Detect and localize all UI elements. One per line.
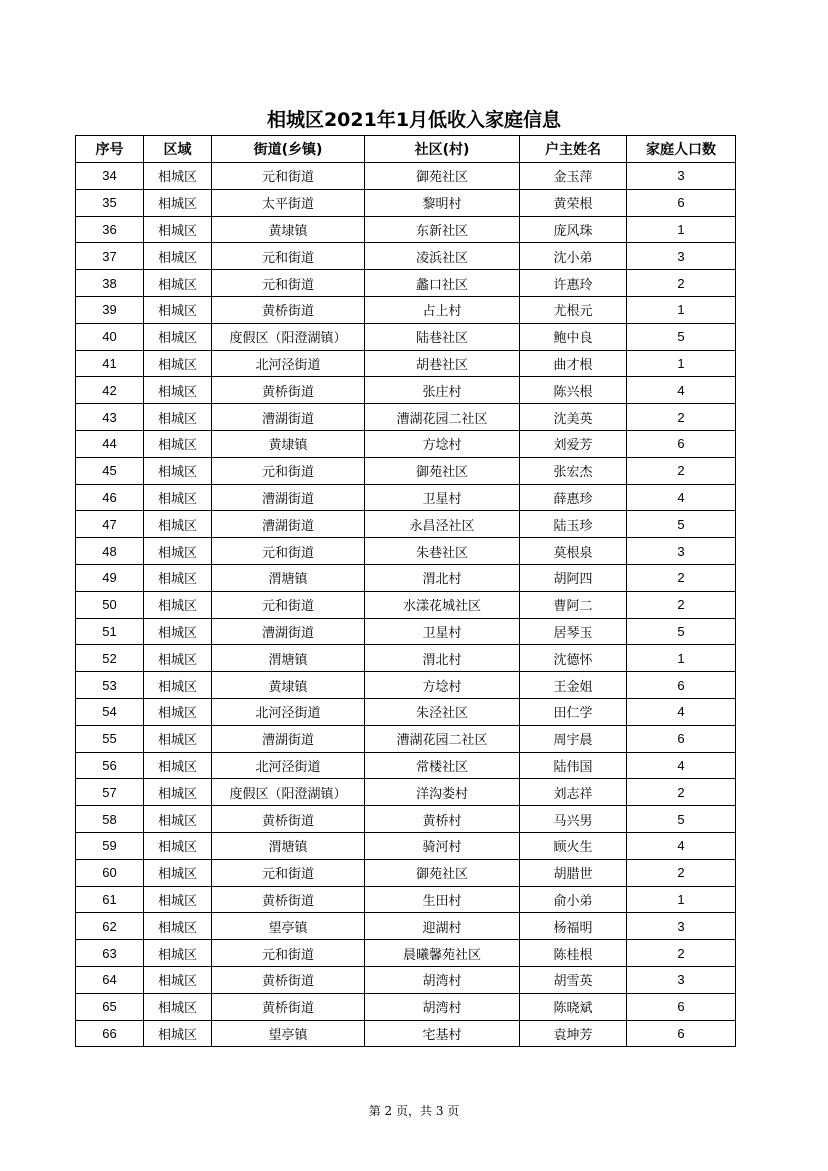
page-title: 相城区2021年1月低收入家庭信息 <box>266 109 562 131</box>
header-community: 社区(村) <box>365 136 520 163</box>
cell-householder: 沈小弟 <box>520 243 627 270</box>
cell-region: 相城区 <box>144 993 212 1020</box>
cell-family-size: 2 <box>627 940 736 967</box>
cell-region: 相城区 <box>144 966 212 993</box>
cell-family-size: 2 <box>627 404 736 431</box>
cell-index: 44 <box>76 430 144 457</box>
cell-family-size: 4 <box>627 377 736 404</box>
cell-street: 渭塘镇 <box>212 832 365 859</box>
table-row <box>76 270 736 297</box>
cell-region: 相城区 <box>144 591 212 618</box>
cell-family-size: 5 <box>627 323 736 350</box>
cell-region: 相城区 <box>144 404 212 431</box>
cell-householder: 马兴男 <box>520 806 627 833</box>
cell-community: 渭北村 <box>365 645 520 672</box>
cell-street: 望亭镇 <box>212 1020 365 1047</box>
table-row <box>76 993 736 1020</box>
cell-family-size: 1 <box>627 886 736 913</box>
cell-street: 元和街道 <box>212 457 365 484</box>
table-row <box>76 752 736 779</box>
cell-index: 60 <box>76 859 144 886</box>
cell-family-size: 2 <box>627 859 736 886</box>
cell-street: 北河泾街道 <box>212 698 365 725</box>
cell-index: 65 <box>76 993 144 1020</box>
cell-index: 66 <box>76 1020 144 1047</box>
cell-region: 相城区 <box>144 457 212 484</box>
table-row <box>76 940 736 967</box>
table-row <box>76 511 736 538</box>
cell-family-size: 3 <box>627 966 736 993</box>
cell-index: 59 <box>76 832 144 859</box>
cell-index: 34 <box>76 163 144 190</box>
household-table <box>75 135 736 1047</box>
header-region: 区域 <box>144 136 212 163</box>
cell-householder: 尤根元 <box>520 296 627 323</box>
cell-index: 37 <box>76 243 144 270</box>
cell-family-size: 6 <box>627 993 736 1020</box>
cell-index: 62 <box>76 913 144 940</box>
page-footer: 第 2 页，共 3 页 <box>368 1104 460 1118</box>
cell-street: 元和街道 <box>212 591 365 618</box>
cell-index: 54 <box>76 698 144 725</box>
cell-street: 度假区（阳澄湖镇） <box>212 323 365 350</box>
table-row <box>76 806 736 833</box>
cell-index: 50 <box>76 591 144 618</box>
cell-householder: 陈兴根 <box>520 377 627 404</box>
cell-family-size: 4 <box>627 698 736 725</box>
cell-index: 47 <box>76 511 144 538</box>
table-row <box>76 1020 736 1047</box>
cell-region: 相城区 <box>144 698 212 725</box>
cell-householder: 张宏杰 <box>520 457 627 484</box>
cell-index: 43 <box>76 404 144 431</box>
cell-region: 相城区 <box>144 806 212 833</box>
cell-community: 生田村 <box>365 886 520 913</box>
cell-householder: 陈晓斌 <box>520 993 627 1020</box>
cell-index: 35 <box>76 189 144 216</box>
cell-community: 洋沟娄村 <box>365 779 520 806</box>
cell-community: 卫星村 <box>365 484 520 511</box>
cell-householder: 许惠玲 <box>520 270 627 297</box>
cell-family-size: 5 <box>627 806 736 833</box>
cell-community: 张庄村 <box>365 377 520 404</box>
cell-community: 黄桥村 <box>365 806 520 833</box>
cell-region: 相城区 <box>144 645 212 672</box>
cell-community: 胡巷社区 <box>365 350 520 377</box>
cell-street: 北河泾街道 <box>212 350 365 377</box>
cell-street: 黄埭镇 <box>212 672 365 699</box>
cell-householder: 刘志祥 <box>520 779 627 806</box>
cell-family-size: 3 <box>627 538 736 565</box>
cell-family-size: 6 <box>627 430 736 457</box>
cell-region: 相城区 <box>144 725 212 752</box>
cell-street: 漕湖街道 <box>212 725 365 752</box>
cell-community: 骑河村 <box>365 832 520 859</box>
cell-community: 晨曦馨苑社区 <box>365 940 520 967</box>
cell-community: 常楼社区 <box>365 752 520 779</box>
cell-family-size: 5 <box>627 511 736 538</box>
table-row <box>76 725 736 752</box>
table-row <box>76 350 736 377</box>
table-row <box>76 377 736 404</box>
cell-street: 黄桥街道 <box>212 886 365 913</box>
cell-street: 黄埭镇 <box>212 430 365 457</box>
cell-index: 46 <box>76 484 144 511</box>
cell-householder: 庞风珠 <box>520 216 627 243</box>
header-family-size: 家庭人口数 <box>627 136 736 163</box>
table-row <box>76 430 736 457</box>
cell-index: 61 <box>76 886 144 913</box>
cell-index: 58 <box>76 806 144 833</box>
cell-index: 64 <box>76 966 144 993</box>
cell-street: 黄桥街道 <box>212 296 365 323</box>
cell-index: 38 <box>76 270 144 297</box>
cell-householder: 胡阿四 <box>520 564 627 591</box>
cell-street: 元和街道 <box>212 859 365 886</box>
cell-region: 相城区 <box>144 618 212 645</box>
cell-street: 望亭镇 <box>212 913 365 940</box>
cell-householder: 金玉萍 <box>520 163 627 190</box>
cell-index: 36 <box>76 216 144 243</box>
table-row <box>76 457 736 484</box>
cell-community: 东新社区 <box>365 216 520 243</box>
cell-community: 迎湖村 <box>365 913 520 940</box>
cell-community: 黎明村 <box>365 189 520 216</box>
cell-region: 相城区 <box>144 886 212 913</box>
table-row <box>76 913 736 940</box>
cell-street: 度假区（阳澄湖镇） <box>212 779 365 806</box>
cell-region: 相城区 <box>144 270 212 297</box>
table-row <box>76 484 736 511</box>
cell-region: 相城区 <box>144 859 212 886</box>
cell-family-size: 4 <box>627 752 736 779</box>
cell-householder: 顾火生 <box>520 832 627 859</box>
cell-index: 56 <box>76 752 144 779</box>
cell-index: 57 <box>76 779 144 806</box>
cell-family-size: 6 <box>627 1020 736 1047</box>
cell-region: 相城区 <box>144 913 212 940</box>
cell-region: 相城区 <box>144 350 212 377</box>
cell-community: 蠡口社区 <box>365 270 520 297</box>
cell-index: 63 <box>76 940 144 967</box>
cell-family-size: 2 <box>627 270 736 297</box>
cell-region: 相城区 <box>144 564 212 591</box>
cell-region: 相城区 <box>144 511 212 538</box>
header-householder: 户主姓名 <box>520 136 627 163</box>
table-row <box>76 564 736 591</box>
cell-householder: 黄荣根 <box>520 189 627 216</box>
cell-region: 相城区 <box>144 672 212 699</box>
table-row <box>76 618 736 645</box>
cell-community: 御苑社区 <box>365 163 520 190</box>
cell-street: 太平街道 <box>212 189 365 216</box>
cell-street: 黄桥街道 <box>212 377 365 404</box>
cell-family-size: 3 <box>627 163 736 190</box>
cell-householder: 沈德怀 <box>520 645 627 672</box>
table-row <box>76 323 736 350</box>
cell-family-size: 3 <box>627 913 736 940</box>
cell-index: 52 <box>76 645 144 672</box>
cell-index: 55 <box>76 725 144 752</box>
cell-family-size: 4 <box>627 484 736 511</box>
cell-street: 渭塘镇 <box>212 645 365 672</box>
table-row <box>76 645 736 672</box>
cell-householder: 薛惠珍 <box>520 484 627 511</box>
cell-householder: 胡雪英 <box>520 966 627 993</box>
table-row <box>76 404 736 431</box>
cell-region: 相城区 <box>144 243 212 270</box>
cell-householder: 田仁学 <box>520 698 627 725</box>
cell-region: 相城区 <box>144 940 212 967</box>
cell-community: 永昌泾社区 <box>365 511 520 538</box>
table-row <box>76 672 736 699</box>
table-row <box>76 189 736 216</box>
cell-street: 元和街道 <box>212 243 365 270</box>
header-street: 街道(乡镇) <box>212 136 365 163</box>
cell-householder: 陆玉珍 <box>520 511 627 538</box>
cell-householder: 王金姐 <box>520 672 627 699</box>
cell-community: 凌浜社区 <box>365 243 520 270</box>
cell-street: 元和街道 <box>212 940 365 967</box>
cell-region: 相城区 <box>144 779 212 806</box>
table-row <box>76 832 736 859</box>
cell-region: 相城区 <box>144 832 212 859</box>
cell-index: 39 <box>76 296 144 323</box>
cell-householder: 杨福明 <box>520 913 627 940</box>
cell-region: 相城区 <box>144 377 212 404</box>
table-row <box>76 163 736 190</box>
table-row <box>76 779 736 806</box>
cell-community: 胡湾村 <box>365 966 520 993</box>
table-row <box>76 243 736 270</box>
cell-householder: 曹阿二 <box>520 591 627 618</box>
cell-community: 朱巷社区 <box>365 538 520 565</box>
cell-region: 相城区 <box>144 484 212 511</box>
cell-community: 方埝村 <box>365 430 520 457</box>
cell-householder: 袁坤芳 <box>520 1020 627 1047</box>
cell-street: 元和街道 <box>212 538 365 565</box>
cell-region: 相城区 <box>144 216 212 243</box>
header-index: 序号 <box>76 136 144 163</box>
cell-street: 漕湖街道 <box>212 511 365 538</box>
cell-street: 黄桥街道 <box>212 966 365 993</box>
cell-community: 漕湖花园二社区 <box>365 404 520 431</box>
cell-family-size: 2 <box>627 457 736 484</box>
cell-family-size: 2 <box>627 779 736 806</box>
cell-community: 宅基村 <box>365 1020 520 1047</box>
table-row <box>76 966 736 993</box>
table-body <box>76 163 736 1047</box>
cell-householder: 陆伟国 <box>520 752 627 779</box>
cell-street: 黄埭镇 <box>212 216 365 243</box>
cell-community: 胡湾村 <box>365 993 520 1020</box>
cell-family-size: 2 <box>627 564 736 591</box>
cell-householder: 陈桂根 <box>520 940 627 967</box>
cell-householder: 曲才根 <box>520 350 627 377</box>
cell-region: 相城区 <box>144 752 212 779</box>
cell-householder: 莫根泉 <box>520 538 627 565</box>
cell-community: 陆巷社区 <box>365 323 520 350</box>
cell-region: 相城区 <box>144 296 212 323</box>
cell-family-size: 1 <box>627 296 736 323</box>
cell-community: 御苑社区 <box>365 859 520 886</box>
cell-street: 元和街道 <box>212 270 365 297</box>
cell-family-size: 2 <box>627 591 736 618</box>
cell-householder: 俞小弟 <box>520 886 627 913</box>
cell-index: 48 <box>76 538 144 565</box>
cell-region: 相城区 <box>144 538 212 565</box>
cell-family-size: 4 <box>627 832 736 859</box>
cell-family-size: 5 <box>627 618 736 645</box>
cell-family-size: 1 <box>627 216 736 243</box>
cell-index: 42 <box>76 377 144 404</box>
table-row <box>76 216 736 243</box>
cell-index: 40 <box>76 323 144 350</box>
cell-community: 方埝村 <box>365 672 520 699</box>
cell-community: 漕湖花园二社区 <box>365 725 520 752</box>
cell-street: 渭塘镇 <box>212 564 365 591</box>
cell-family-size: 6 <box>627 189 736 216</box>
cell-index: 51 <box>76 618 144 645</box>
cell-community: 占上村 <box>365 296 520 323</box>
cell-street: 元和街道 <box>212 163 365 190</box>
cell-community: 朱泾社区 <box>365 698 520 725</box>
cell-street: 漕湖街道 <box>212 618 365 645</box>
cell-street: 黄桥街道 <box>212 806 365 833</box>
cell-householder: 周宇晨 <box>520 725 627 752</box>
cell-family-size: 1 <box>627 350 736 377</box>
cell-householder: 沈美英 <box>520 404 627 431</box>
cell-community: 御苑社区 <box>365 457 520 484</box>
cell-index: 45 <box>76 457 144 484</box>
cell-region: 相城区 <box>144 323 212 350</box>
cell-community: 卫星村 <box>365 618 520 645</box>
cell-region: 相城区 <box>144 1020 212 1047</box>
cell-householder: 鲍中良 <box>520 323 627 350</box>
table-row <box>76 886 736 913</box>
table-row <box>76 859 736 886</box>
table-row <box>76 538 736 565</box>
cell-index: 53 <box>76 672 144 699</box>
cell-householder: 胡腊世 <box>520 859 627 886</box>
cell-street: 北河泾街道 <box>212 752 365 779</box>
cell-householder: 居琴玉 <box>520 618 627 645</box>
table-row <box>76 591 736 618</box>
cell-index: 41 <box>76 350 144 377</box>
cell-region: 相城区 <box>144 430 212 457</box>
cell-street: 黄桥街道 <box>212 993 365 1020</box>
cell-family-size: 6 <box>627 672 736 699</box>
table-row <box>76 296 736 323</box>
cell-family-size: 3 <box>627 243 736 270</box>
cell-street: 漕湖街道 <box>212 484 365 511</box>
cell-region: 相城区 <box>144 189 212 216</box>
cell-community: 渭北村 <box>365 564 520 591</box>
cell-community: 水漾花城社区 <box>365 591 520 618</box>
table-header-row <box>76 136 736 163</box>
cell-family-size: 6 <box>627 725 736 752</box>
cell-householder: 刘爱芳 <box>520 430 627 457</box>
cell-street: 漕湖街道 <box>212 404 365 431</box>
table-row <box>76 698 736 725</box>
cell-region: 相城区 <box>144 163 212 190</box>
cell-index: 49 <box>76 564 144 591</box>
cell-family-size: 1 <box>627 645 736 672</box>
